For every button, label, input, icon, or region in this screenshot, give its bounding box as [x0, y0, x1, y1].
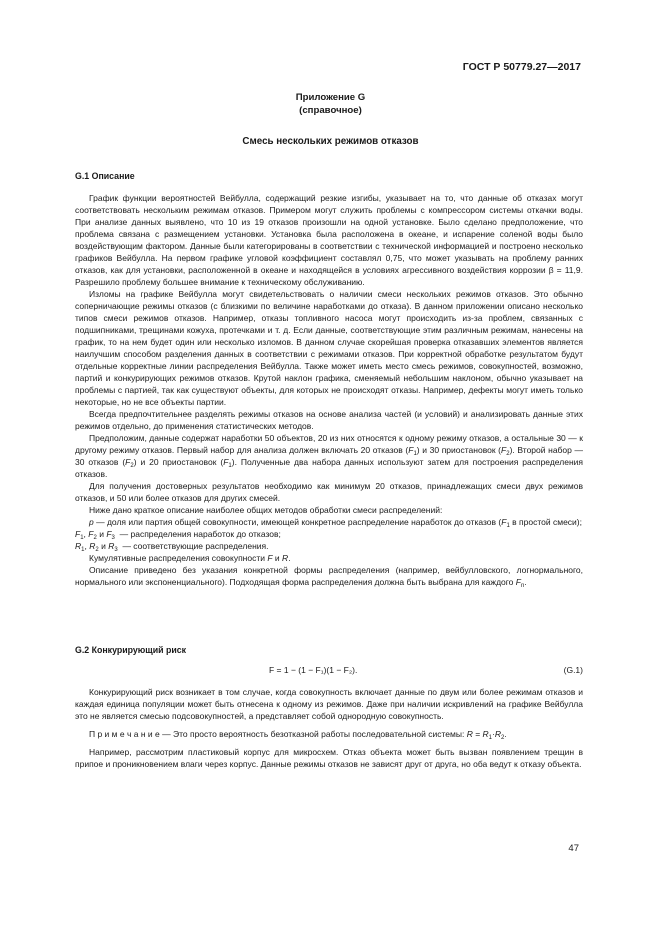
formula-text: F = 1 − (1 − F₁)(1 − F₂).	[269, 665, 358, 675]
paragraph: Описание приведено без указания конкретной формы распределения (например, вейбулловского, логнормального, нормального или экспоненциального). Подходящая форма распределения должна быть выбрана для каждого $F_n$.	[75, 565, 583, 589]
paragraph: График функции вероятностей Вейбулла, содержащий резкие изгибы, указывает на то, что данные об отказах могут соответствовать нескольким режимам отказов. Примером могут служить проблемы с компрессором системы откачки воды. При анализе данных выявлено, что 10 из 19 отказов произошли на одной установке. Было сделано предположение, что проблема связана с размещением установки. Установка была расположена в океане, и испарение соленой воды было воздействующим фактором. Данные были категорированы в соответствии с технической информацией и построено несколько графиков Вейбулла. На первом графике угловой коэффициент составлял 0,75, что может указывать на проблему ранних отказов, как для установки, расположенной в океане и находящейся в условиях агрессивного воздействия коррозии β = 11,9. Разрешило проблему большее внимание к техническому обслуживанию.	[75, 193, 583, 287]
annex-type: (справочное)	[299, 105, 362, 116]
paragraph: Например, рассмотрим пластиковый корпус для микросхем. Отказ объекта может быть вызван появлением трещин в припое и проникновением влаги через корпус. Данные режимы отказов не зависят друг от друга, но оба ведут к отказу объекта.	[75, 747, 583, 769]
section-heading-g1: G.1 Описание	[75, 171, 135, 181]
section-heading-g2: G.2 Конкурирующий риск	[75, 645, 187, 655]
paragraph: Кумулятивные распределения совокупности F и R.	[89, 553, 291, 563]
note: П р и м е ч а н и е — Это просто вероятность безотказной работы последовательной системы: $R = R_1\cdot R_2$.	[89, 729, 507, 741]
page-number: 47	[568, 843, 579, 854]
section-g1	[75, 170, 583, 588]
annex-heading	[0, 91, 661, 117]
formula-g1	[75, 664, 583, 678]
paragraph: Всегда предпочтительнее разделять режимы отказов на основе анализа частей (и условий) и анализировать данные этих режимов отдельно, до применения статистических методов.	[75, 409, 583, 431]
definition-r: $R_1$, $R_2$ и $R_3$ — соответствующие распределения.	[75, 541, 269, 553]
paragraph: Ниже дано краткое описание наиболее общих методов обработки смеси распределений:	[89, 505, 443, 515]
note-label: П р и м е ч а н и е	[89, 729, 160, 739]
definition-p: p — доля или партия общей совокупности, имеющей конкретное распределение наработок до отказов ($F_1$ в простой смеси);	[89, 517, 582, 529]
paragraph: Для получения достоверных результатов необходимо как минимум 20 отказов, принадлежащих смеси двух режимов отказов, и 50 или более отказов для других смесей.	[75, 481, 583, 503]
definition-f: $F_1$, $F_2$ и $F_3$ — распределения наработок до отказов;	[75, 529, 281, 541]
standard-header: ГОСТ Р 50779.27—2017	[462, 61, 581, 73]
annex-title: Смесь нескольких режимов отказов	[242, 136, 419, 147]
formula-number: (G.1)	[563, 665, 583, 675]
paragraph: Изломы на графике Вейбулла могут свидетельствовать о наличии смеси нескольких режимов отказов. Это обычно соперничающие режимы отказов (с близкими по величине наработками до отказа). В данном приложении описано несколько типов смеси режимов отказов. Например, отказы топливного насоса могут происходить из-за проблем, связанных с подшипниками, трещинами кожуха, протечками и т. д. Если данные, соответствующие этим различным режимам, нанесены на график, то на нем будет один или несколько изломов. В данном случае скорейшая проверка отказавших элементов является наилучшим способом разделения данных в соответствии с режимами отказов. При корректной обработке результатом будут отдельные корректные линии распределения Вейбулла. Также может иметь место смесь режимов, совокупностей, возможно, партий и конкурирующих режимов отказов. Крутой наклон графика, сменяемый небольшим наклоном, обычно указывает на проблемы с партией, так как существуют объекты, для которых не происходят отказы. Например, дефекты могут иметь только некоторые, но не все объекты партии.	[75, 289, 583, 407]
section-g2	[75, 644, 583, 770]
paragraph: Предположим, данные содержат наработки 50 объектов, 20 из них относятся к одному режиму отказов, а остальные 30 — к другому режиму отказов. Первый набор для анализа должен включать 20 отказов $(F_1)$ и 30 приостановок $(F_2)$. Второй набор — 30 отказов $(F_2)$ и 20 приостановок $(F_1)$. Полученные два набора данных используют затем для построения распределения отказов.	[75, 433, 583, 479]
paragraph: Конкурирующий риск возникает в том случае, когда совокупность включает данные по двум или более режимам отказов и каждая единица популяции может быть отнесена к одному из режимов. Даже при наличии искривлений на графике Вейбулла это не является смесью подсовокупностей, а представляет собой однородную совокупность.	[75, 687, 583, 721]
annex-label: Приложение G	[295, 92, 366, 103]
